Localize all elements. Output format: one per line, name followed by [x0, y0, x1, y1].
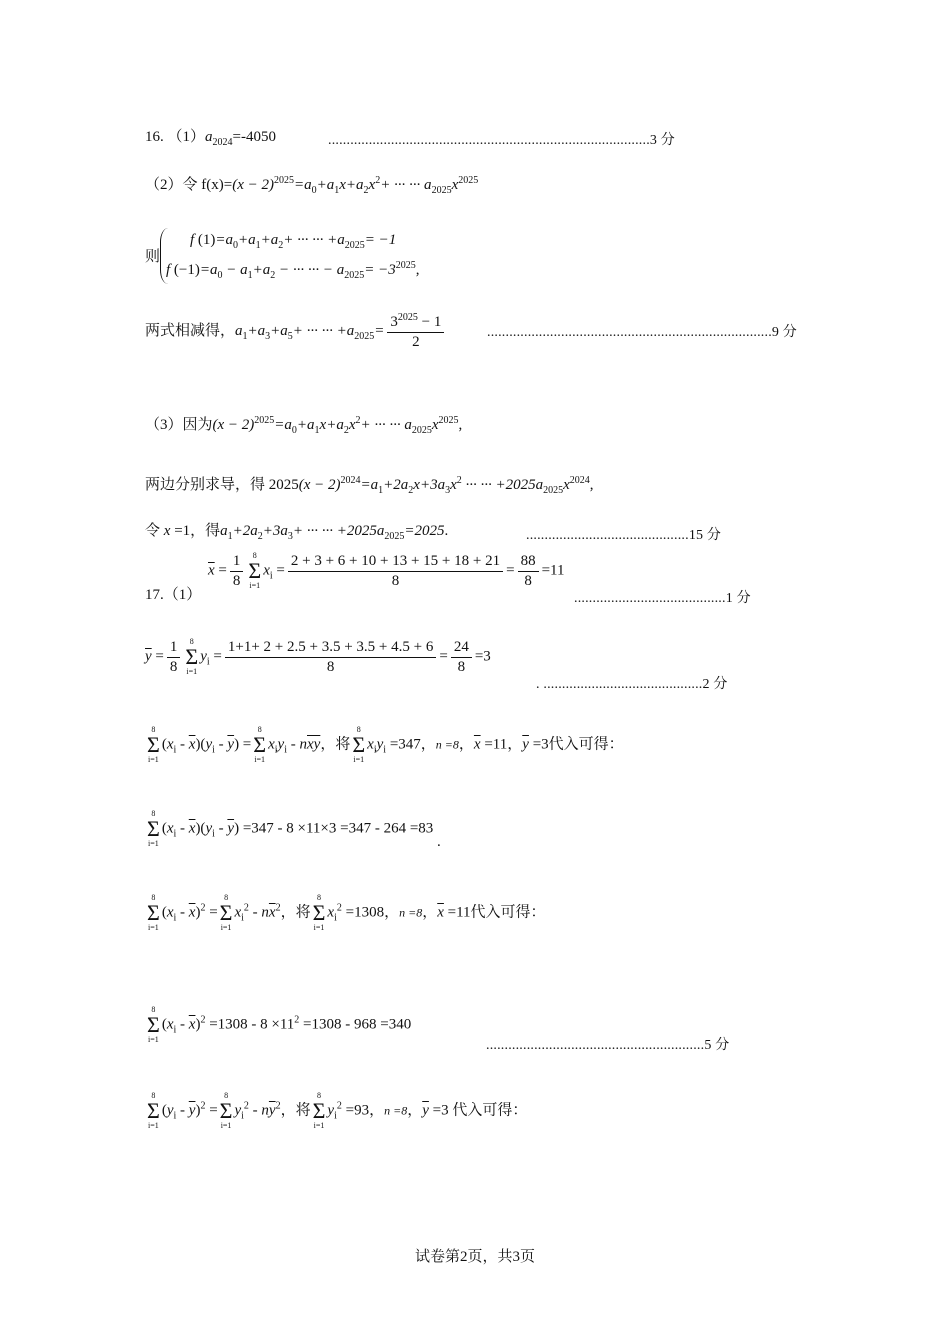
equation-f-minus1: f $(-1)=a_0 - a_1+a_2$ − ··· ··· − $a_{2025}= -3^{2025}$, — [166, 260, 420, 281]
score-dots-2: . ...........................................2 分 — [536, 677, 728, 692]
score-dots-5: ...........................................................5 分 — [486, 1038, 730, 1053]
page-footer: 试卷第2页，共3页 — [414, 1249, 535, 1265]
variance-x-calc: 8 Σ i=1 $(x_i - \overline{x})^2 =1308 - 8 \times 11^2 =1308 - 968 =340$ — [147, 1005, 412, 1044]
q16-part1: 16. $(1)a_{2024}=-4050$ — [145, 129, 276, 148]
xbar-formula: $\overline{x}$ = $\frac{1}{8}$ 8 Σ i=1 $x_i$ = $\frac{2 + 3 + 6 + 10 + 13 + 15 + 18 + 21}{8}$ = $\frac{88}{8}$ =11 — [208, 551, 565, 591]
derivative-line: 两边分别求导，得 $2025(x - 2)^{2024}=a_1+2a_2x+3a_3x^2$ ··· ··· $+2025a_{2025}x^{2024}$, — [145, 475, 594, 496]
score-dots-15: ............................................15 分 — [526, 528, 722, 543]
score-dots-3: .......................................................................................3 分 — [328, 133, 676, 148]
q16-part2: （2）令 $f(x)=(x - 2)^{2025}=a_0+a_1x+a_2x^2+$ ··· ··· $a_{2025}x^{2025}$ — [145, 175, 479, 196]
ybar-formula: $\overline{y}$ = $\frac{1}{8}$ 8 Σ i=1 $y_i$ = $\frac{1+1+ 2 + 2.5 + 3.5 + 3.5 + 4.5 + 6}{8}$ = $\frac{24}{8}$ =3 — [145, 637, 491, 677]
substitute-x1: 令 x =1，得$a_1+2a_2+3a_3+$ ··· ··· $+2025a_{2025}=2025$. — [145, 523, 449, 542]
then-label: 则 — [145, 249, 161, 265]
equation-f1: f $(1)=a_0+a_1+a_2+$ ··· ··· $+a_{2025}= -1$ — [190, 232, 397, 251]
variance-x-formula: 8 Σ i=1 $(x_i - \overline{x})^2$ = 8 Σ i=1 $x_i^2 - n\overline{x}^2$，将 8 Σ i=1 $x_i^2 =1308$，n =8，$\overline{x} =11$代入可得： — [147, 893, 546, 932]
variance-y-formula: 8 Σ i=1 $(y_i - \overline{y})^2$ = 8 Σ i=1 $y_i^2 - n\overline{y}^2$，将 8 Σ i=1 $y_i^2 =93$，n =8，$\overline{y} =3$ 代入可得： — [147, 1091, 528, 1130]
q16-part3: （3）因为$(x - 2)^{2025}=a_0+a_1x+a_2x^2+$ ··· ··· $a_{2025}x^{2025}$, — [145, 415, 463, 436]
q17-label: 17.（1） — [145, 587, 202, 603]
covariance-formula: 8 Σ i=1 $(x_i - \overline{x})(y_i - \overline{y})$ = 8 Σ i=1 $x_iy_i - n\overline{xy}$，将 8 Σ i=1 $x_iy_i =347$，n =8，$\overline{x} =11$，$\overline{y} =3$代入可得： — [147, 725, 624, 764]
score-dots-9: .............................................................................9 分 — [487, 325, 798, 340]
score-dots-1: .........................................1 分 — [574, 591, 751, 606]
covariance-calc: 8 Σ i=1 $(x_i - \overline{x})(y_i - \overline{y}) =347 - 8 \times 11\times 3 =347 - 264 =83$ . — [147, 809, 441, 851]
subtract-result: 两式相减得，$a_1+a_3+a_5+$ ··· ··· $+a_{2025}=$ $\frac{3^{2025} - 1}{2}$ — [145, 312, 447, 352]
